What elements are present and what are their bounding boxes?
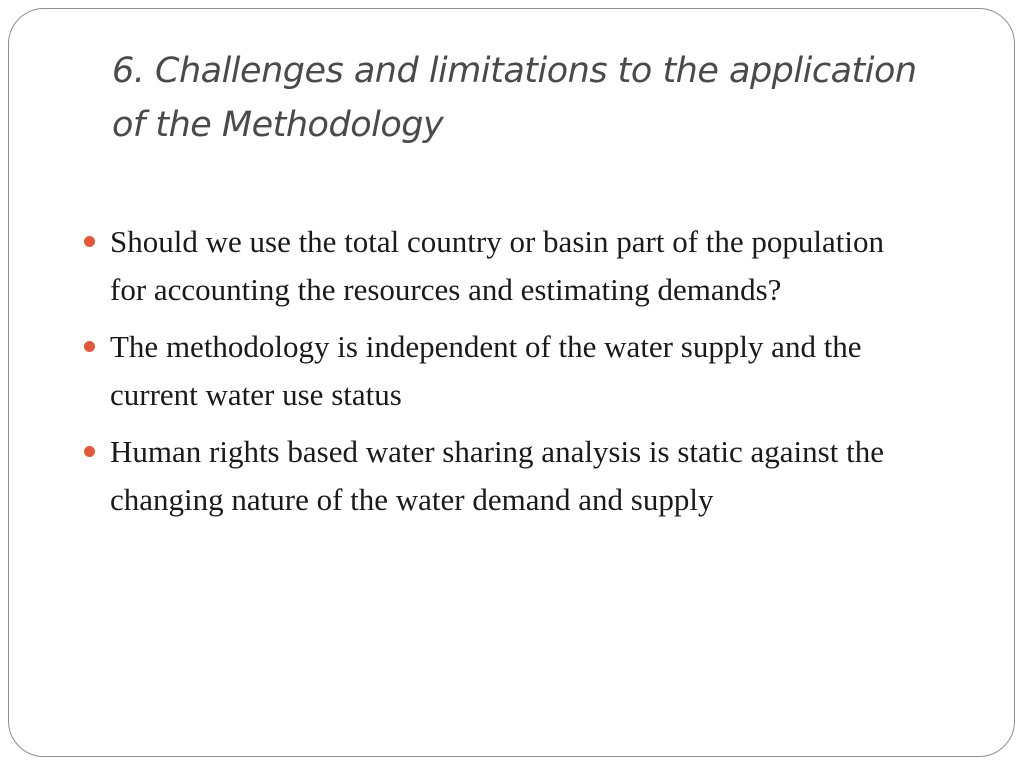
bullet-text: Should we use the total country or basin part of the population for accounting the resources and estimating demands? xyxy=(110,224,884,307)
bullet-text: The methodology is independent of the water supply and the current water use status xyxy=(110,329,862,412)
list-item xyxy=(84,428,924,524)
list-item xyxy=(84,218,924,314)
bullet-list xyxy=(84,218,924,533)
bullet-dot-icon xyxy=(84,341,95,352)
slide-title: 6. Challenges and limitations to the application of the Methodology xyxy=(112,51,917,145)
bullet-dot-icon xyxy=(84,236,95,247)
list-item xyxy=(84,323,924,419)
bullet-text: Human rights based water sharing analysis is static against the changing nature of the water demand and supply xyxy=(110,434,884,517)
bullet-dot-icon xyxy=(84,446,95,457)
